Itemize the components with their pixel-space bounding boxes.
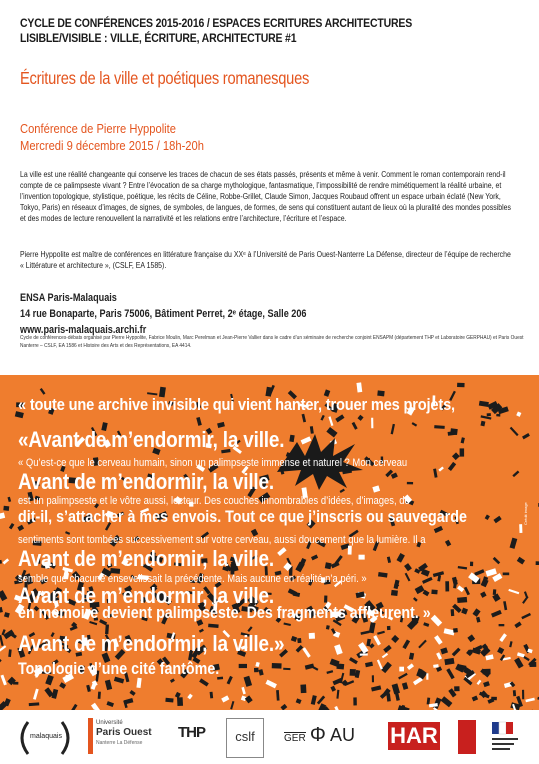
paris-ouest-logo <box>88 718 168 758</box>
pattern-fragment <box>360 653 368 655</box>
pattern-fragment <box>407 663 414 670</box>
pattern-fragment <box>326 625 330 630</box>
pattern-fragment <box>426 673 428 679</box>
pattern-fragment <box>483 681 490 687</box>
pattern-fragment <box>391 635 399 643</box>
pattern-fragment <box>302 414 306 423</box>
pattern-fragment <box>230 701 234 710</box>
pattern-fragment <box>521 613 531 619</box>
description-paragraph: La ville est une réalité changeante qui conserve les traces de chacun de ses états passés, présents et même à venir. Comment le roman contemporain rend-il compte de ce palimpseste vivant ? Entre l’évocation de sa charge mythologique, fantasmatique, l’impossibilité de rendre mimétiquement la réalité urbaine, et l’invention topologique, stylistique, poétique, les récits de Céline, Robbe-Grillet, Claude Simon, Jacques Roubaud offrent un espace urbain éclaté (New York, Tokyo, Paris) en réseaux d’images, de signes, de symboles, de langues, de formes, de sens qui constituent autant de lieux où la pluralité des mondes possibles et des modes de lecture renouvellent la narrativité et les relations entre l’architecture, l’écriture et l’espace. <box>20 170 511 223</box>
pattern-fragment <box>461 608 468 615</box>
pattern-fragment <box>0 675 6 686</box>
pattern-fragment <box>8 649 11 657</box>
pattern-fragment <box>336 663 344 669</box>
pattern-fragment <box>514 622 521 629</box>
pattern-fragment <box>296 645 304 653</box>
pattern-fragment <box>433 664 439 668</box>
pattern-fragment <box>324 595 327 602</box>
pattern-fragment <box>3 558 10 564</box>
pattern-fragment <box>517 652 525 657</box>
pattern-fragment <box>59 682 66 689</box>
pattern-fragment <box>472 608 480 616</box>
poster-header-section <box>0 0 539 375</box>
band-line-10: Avant de m’endormir, la ville. <box>18 583 274 608</box>
pattern-fragment <box>446 668 454 679</box>
pattern-fragment <box>378 572 388 578</box>
pattern-fragment <box>503 601 507 610</box>
pattern-fragment <box>433 469 437 478</box>
pattern-fragment <box>499 624 505 626</box>
pattern-fragment <box>272 663 282 669</box>
pattern-fragment <box>391 590 398 596</box>
pattern-fragment <box>405 573 411 582</box>
pattern-fragment <box>336 690 339 699</box>
pattern-fragment <box>245 695 253 703</box>
gerphau-au: AU <box>329 725 355 745</box>
pattern-fragment <box>276 690 279 701</box>
pattern-fragment <box>3 506 9 511</box>
pattern-fragment <box>165 698 173 703</box>
pattern-fragment <box>365 662 373 668</box>
band-line-1: « toute une archive invisible qui vient hanter, trouer mes projets, <box>18 395 455 414</box>
pattern-fragment <box>353 697 357 705</box>
pattern-fragment <box>460 448 465 456</box>
conference-series <box>20 16 450 46</box>
pattern-fragment <box>372 675 374 682</box>
pattern-fragment <box>334 644 343 655</box>
pattern-fragment <box>438 466 444 471</box>
pattern-fragment <box>360 631 369 635</box>
pattern-fragment <box>0 512 5 520</box>
pattern-fragment <box>467 634 475 642</box>
pattern-fragment <box>510 427 519 436</box>
pattern-fragment <box>377 631 385 635</box>
pattern-fragment <box>451 609 455 616</box>
band-line-2: «Avant de m’endormir, la ville. <box>18 427 285 452</box>
poster-title: Écritures de la ville et poétiques romanesques <box>20 68 310 88</box>
pattern-fragment <box>196 417 202 426</box>
pattern-fragment <box>349 657 358 664</box>
pattern-fragment <box>517 557 525 565</box>
pattern-fragment <box>404 563 412 571</box>
series-line-2: LISIBLE/VISIBLE : VILLE, ÉCRITURE, ARCHITECTURE #1 <box>20 31 297 45</box>
pattern-fragment <box>136 678 141 688</box>
pattern-fragment <box>265 680 276 689</box>
band-line-8: Avant de m’endormir, la ville. <box>18 546 274 571</box>
event-date: Mercredi 9 décembre 2015 / 18h-20h <box>20 138 204 153</box>
pattern-fragment <box>444 658 454 665</box>
pattern-fragment <box>382 653 388 658</box>
pattern-fragment <box>371 418 373 429</box>
pattern-fragment <box>373 635 381 645</box>
pattern-fragment <box>369 622 376 633</box>
pattern-fragment <box>480 421 485 427</box>
pattern-fragment <box>106 701 114 707</box>
pattern-fragment <box>477 680 482 685</box>
band-line-9: semble que chacune ensevelissait la précédente. Mais aucune en réalité n’a péri. » <box>18 573 367 585</box>
pattern-fragment <box>485 514 490 520</box>
venue-url[interactable]: www.paris-malaquais.archi.fr <box>20 324 147 336</box>
pattern-fragment <box>177 697 183 706</box>
pattern-fragment <box>4 612 10 618</box>
pattern-fragment <box>412 422 418 427</box>
speaker-block <box>20 120 204 154</box>
pattern-fragment <box>392 683 400 694</box>
pattern-fragment <box>440 647 448 654</box>
venue-address: 14 rue Bonaparte, Paris 75006, Bâtiment Perret, 2ᵉ étage, Salle 206 <box>20 308 307 320</box>
pattern-fragment <box>255 662 259 667</box>
pattern-fragment <box>479 401 489 407</box>
quote-band <box>0 375 539 710</box>
pattern-fragment <box>434 425 445 429</box>
pattern-fragment <box>391 473 398 479</box>
pattern-fragment <box>227 676 233 685</box>
pattern-fragment <box>317 696 325 705</box>
gerphau-phi: Φ <box>309 724 326 746</box>
pattern-fragment <box>445 540 451 547</box>
pattern-fragment <box>0 645 6 652</box>
pattern-fragment <box>105 680 112 690</box>
pattern-fragment <box>0 607 3 614</box>
pattern-fragment <box>413 597 418 602</box>
band-line-12: Avant de m’endormir, la ville.» <box>18 631 285 656</box>
pattern-fragment <box>326 670 333 674</box>
pattern-fragment <box>29 702 40 706</box>
pattern-fragment <box>497 647 504 654</box>
pattern-fragment <box>187 694 193 700</box>
pattern-fragment <box>199 678 209 686</box>
pattern-fragment <box>258 669 263 675</box>
pattern-fragment <box>13 682 18 685</box>
pattern-fragment <box>387 557 391 563</box>
pattern-fragment <box>175 692 181 698</box>
pattern-fragment <box>335 414 344 422</box>
pattern-fragment <box>470 562 473 567</box>
pattern-fragment <box>503 573 510 576</box>
pattern-fragment <box>519 524 522 533</box>
pattern-fragment <box>472 696 478 702</box>
gerphau-ger: GER <box>284 733 306 744</box>
pattern-fragment <box>381 662 392 673</box>
pattern-fragment <box>328 416 333 426</box>
series-line-1: CYCLE DE CONFÉRENCES 2015-2016 / ESPACES ECRITURES ARCHITECTURES <box>20 16 413 30</box>
pattern-fragment <box>391 424 395 435</box>
pattern-fragment <box>0 560 2 565</box>
band-line-13: Topologie d’une cité fantôme. <box>18 659 220 678</box>
pattern-fragment <box>457 597 467 603</box>
pattern-fragment <box>513 690 516 696</box>
pattern-fragment <box>486 568 497 576</box>
pattern-fragment <box>359 555 365 560</box>
pattern-fragment <box>448 431 457 436</box>
pattern-fragment <box>454 686 459 691</box>
pattern-fragment <box>377 660 383 670</box>
venue-block <box>20 290 307 338</box>
pattern-fragment <box>431 590 437 595</box>
pattern-fragment <box>476 617 481 623</box>
pattern-fragment <box>305 664 314 670</box>
pattern-fragment <box>0 590 7 601</box>
thp-logo: THP <box>178 724 205 741</box>
pattern-fragment <box>407 482 413 485</box>
pattern-fragment <box>458 566 467 570</box>
pattern-fragment <box>309 633 315 639</box>
pattern-fragment <box>453 628 458 633</box>
organizers-note: Cycle de conférences-débats organisé par Pierre Hyppolite, Fabrice Moulin, Marc Perelman et Jean-Pierre Vallier dans le cadre d’un séminaire de recherche conjoint ENSAPM (département THP et Laboratoire GERPHAU) et Paris Ouest Nanterre – CSLF, EA 1586 et Histoire des Arts et des Représentations, EA 4414. <box>20 335 524 349</box>
band-line-3: « Qu’est-ce que le cerveau humain, sinon un palimpseste immense et naturel ? Mon cerveau <box>18 457 408 469</box>
pattern-fragment <box>448 462 456 471</box>
pattern-fragment <box>325 562 332 569</box>
pattern-fragment <box>254 668 259 672</box>
pattern-fragment <box>452 648 461 657</box>
pattern-fragment <box>210 692 214 699</box>
pattern-fragment <box>499 633 507 642</box>
pattern-fragment <box>487 413 491 416</box>
partner-logos <box>0 710 539 764</box>
pattern-fragment <box>241 687 245 694</box>
pattern-fragment <box>208 624 219 628</box>
pattern-fragment <box>418 640 427 649</box>
univ-line-1: Université <box>96 720 123 726</box>
pattern-fragment <box>357 415 363 421</box>
pattern-fragment <box>491 610 502 618</box>
gerphau-logo <box>284 724 355 747</box>
pattern-fragment <box>516 411 521 416</box>
pattern-fragment <box>452 452 460 460</box>
pattern-fragment <box>402 682 408 690</box>
pattern-fragment <box>437 575 441 581</box>
pattern-fragment <box>387 626 391 630</box>
pattern-fragment <box>530 662 537 667</box>
har-logo: HAR <box>388 722 440 750</box>
pattern-fragment <box>485 654 493 660</box>
pattern-fragment <box>441 696 453 707</box>
pattern-fragment <box>350 669 356 676</box>
pattern-fragment <box>474 569 484 576</box>
pattern-fragment <box>464 587 470 596</box>
pattern-fragment <box>508 589 519 594</box>
pattern-fragment <box>493 557 500 564</box>
pattern-fragment <box>348 546 352 555</box>
pattern-fragment <box>409 653 414 660</box>
pattern-fragment <box>330 686 336 692</box>
pattern-fragment <box>445 581 449 591</box>
pattern-fragment <box>457 383 465 387</box>
pattern-fragment <box>7 497 11 502</box>
pattern-fragment <box>288 588 297 596</box>
pattern-fragment <box>512 471 519 478</box>
pattern-fragment <box>91 703 101 710</box>
red-flag-logo <box>458 720 476 754</box>
pattern-fragment <box>129 690 135 696</box>
pattern-fragment <box>302 647 310 657</box>
band-line-7: sentiments sont tombées successivement sur votre cerveau, aussi doucement que la lumière. Il a <box>18 534 426 546</box>
pattern-fragment <box>98 692 101 699</box>
pattern-fragment <box>434 635 443 645</box>
band-line-4: Avant de m’endormir, la ville. <box>18 469 274 494</box>
band-line-5: est un palimpseste et le vôtre aussi, lecteur. Des couches innombrables d’idées, d’images, de <box>18 495 410 507</box>
pattern-fragment <box>33 689 39 700</box>
pattern-fragment <box>0 657 2 666</box>
pattern-fragment <box>461 437 465 443</box>
pattern-fragment <box>40 388 46 395</box>
pattern-fragment <box>311 555 318 561</box>
pattern-fragment <box>356 382 362 392</box>
pattern-fragment <box>525 698 535 703</box>
pattern-fragment <box>296 698 302 704</box>
pattern-fragment <box>491 697 497 701</box>
pattern-fragment <box>283 668 290 670</box>
pattern-fragment <box>320 415 324 421</box>
pattern-fragment <box>509 641 512 647</box>
pattern-fragment <box>397 553 405 563</box>
pattern-fragment <box>514 658 523 669</box>
pattern-fragment <box>402 639 410 649</box>
pattern-fragment <box>239 664 247 668</box>
univ-line-2: Paris Ouest <box>96 727 152 738</box>
pattern-fragment <box>352 422 358 430</box>
pattern-fragment <box>427 698 431 705</box>
pattern-fragment <box>372 485 380 492</box>
pattern-fragment <box>383 645 391 653</box>
pattern-fragment <box>422 577 433 584</box>
pattern-fragment <box>0 635 4 646</box>
pattern-fragment <box>522 596 528 604</box>
pattern-fragment <box>371 685 381 691</box>
pattern-fragment <box>297 638 301 643</box>
pattern-fragment <box>480 591 486 597</box>
pattern-fragment <box>522 690 524 699</box>
pattern-fragment <box>398 673 408 680</box>
pattern-fragment <box>244 676 253 687</box>
pattern-fragment <box>291 636 297 642</box>
pattern-fragment <box>457 585 464 592</box>
pattern-fragment <box>493 589 497 595</box>
univ-line-3: Nanterre La Défense <box>96 740 143 746</box>
band-line-6: dit-il, s’attacher à mes envois. Tout ce que j’inscris ou sauvegarde <box>18 507 467 526</box>
pattern-fragment <box>436 652 442 659</box>
ministry-logo <box>490 720 520 754</box>
pattern-fragment <box>431 615 443 627</box>
pattern-fragment <box>283 623 290 627</box>
pattern-fragment <box>221 695 229 702</box>
pattern-fragment <box>311 695 317 705</box>
pattern-fragment <box>300 684 306 693</box>
speaker-bio: Pierre Hyppolite est maître de conférences en littérature française du XXᵉ à l’Université de Paris Ouest-Nanterre La Défense, directeur de l’équipe de recherche « Littérature et architecture », (CSLF, EA 1585). <box>20 250 511 270</box>
pattern-fragment <box>493 516 501 523</box>
pattern-fragment <box>9 523 15 529</box>
malaquais-logo-text: malaquais <box>30 733 62 740</box>
pattern-fragment <box>496 414 500 417</box>
pattern-fragment <box>86 685 91 692</box>
pattern-fragment <box>510 538 518 549</box>
paris-ouest-bar <box>88 718 93 754</box>
pattern-fragment <box>394 580 400 589</box>
venue-name: ENSA Paris-Malaquais <box>20 292 117 304</box>
malaquais-logo <box>14 718 76 758</box>
cslf-logo: cslf <box>226 718 264 758</box>
pattern-fragment <box>536 561 539 565</box>
side-credit: Crédit image <box>523 502 528 525</box>
speaker-name: Conférence de Pierre Hyppolite <box>20 121 176 136</box>
band-line-11: en mémoire devient palimpseste. Des fragments affleurent. » <box>18 603 431 622</box>
pattern-fragment <box>399 667 404 672</box>
pattern-fragment <box>277 547 286 556</box>
pattern-fragment <box>170 678 175 683</box>
